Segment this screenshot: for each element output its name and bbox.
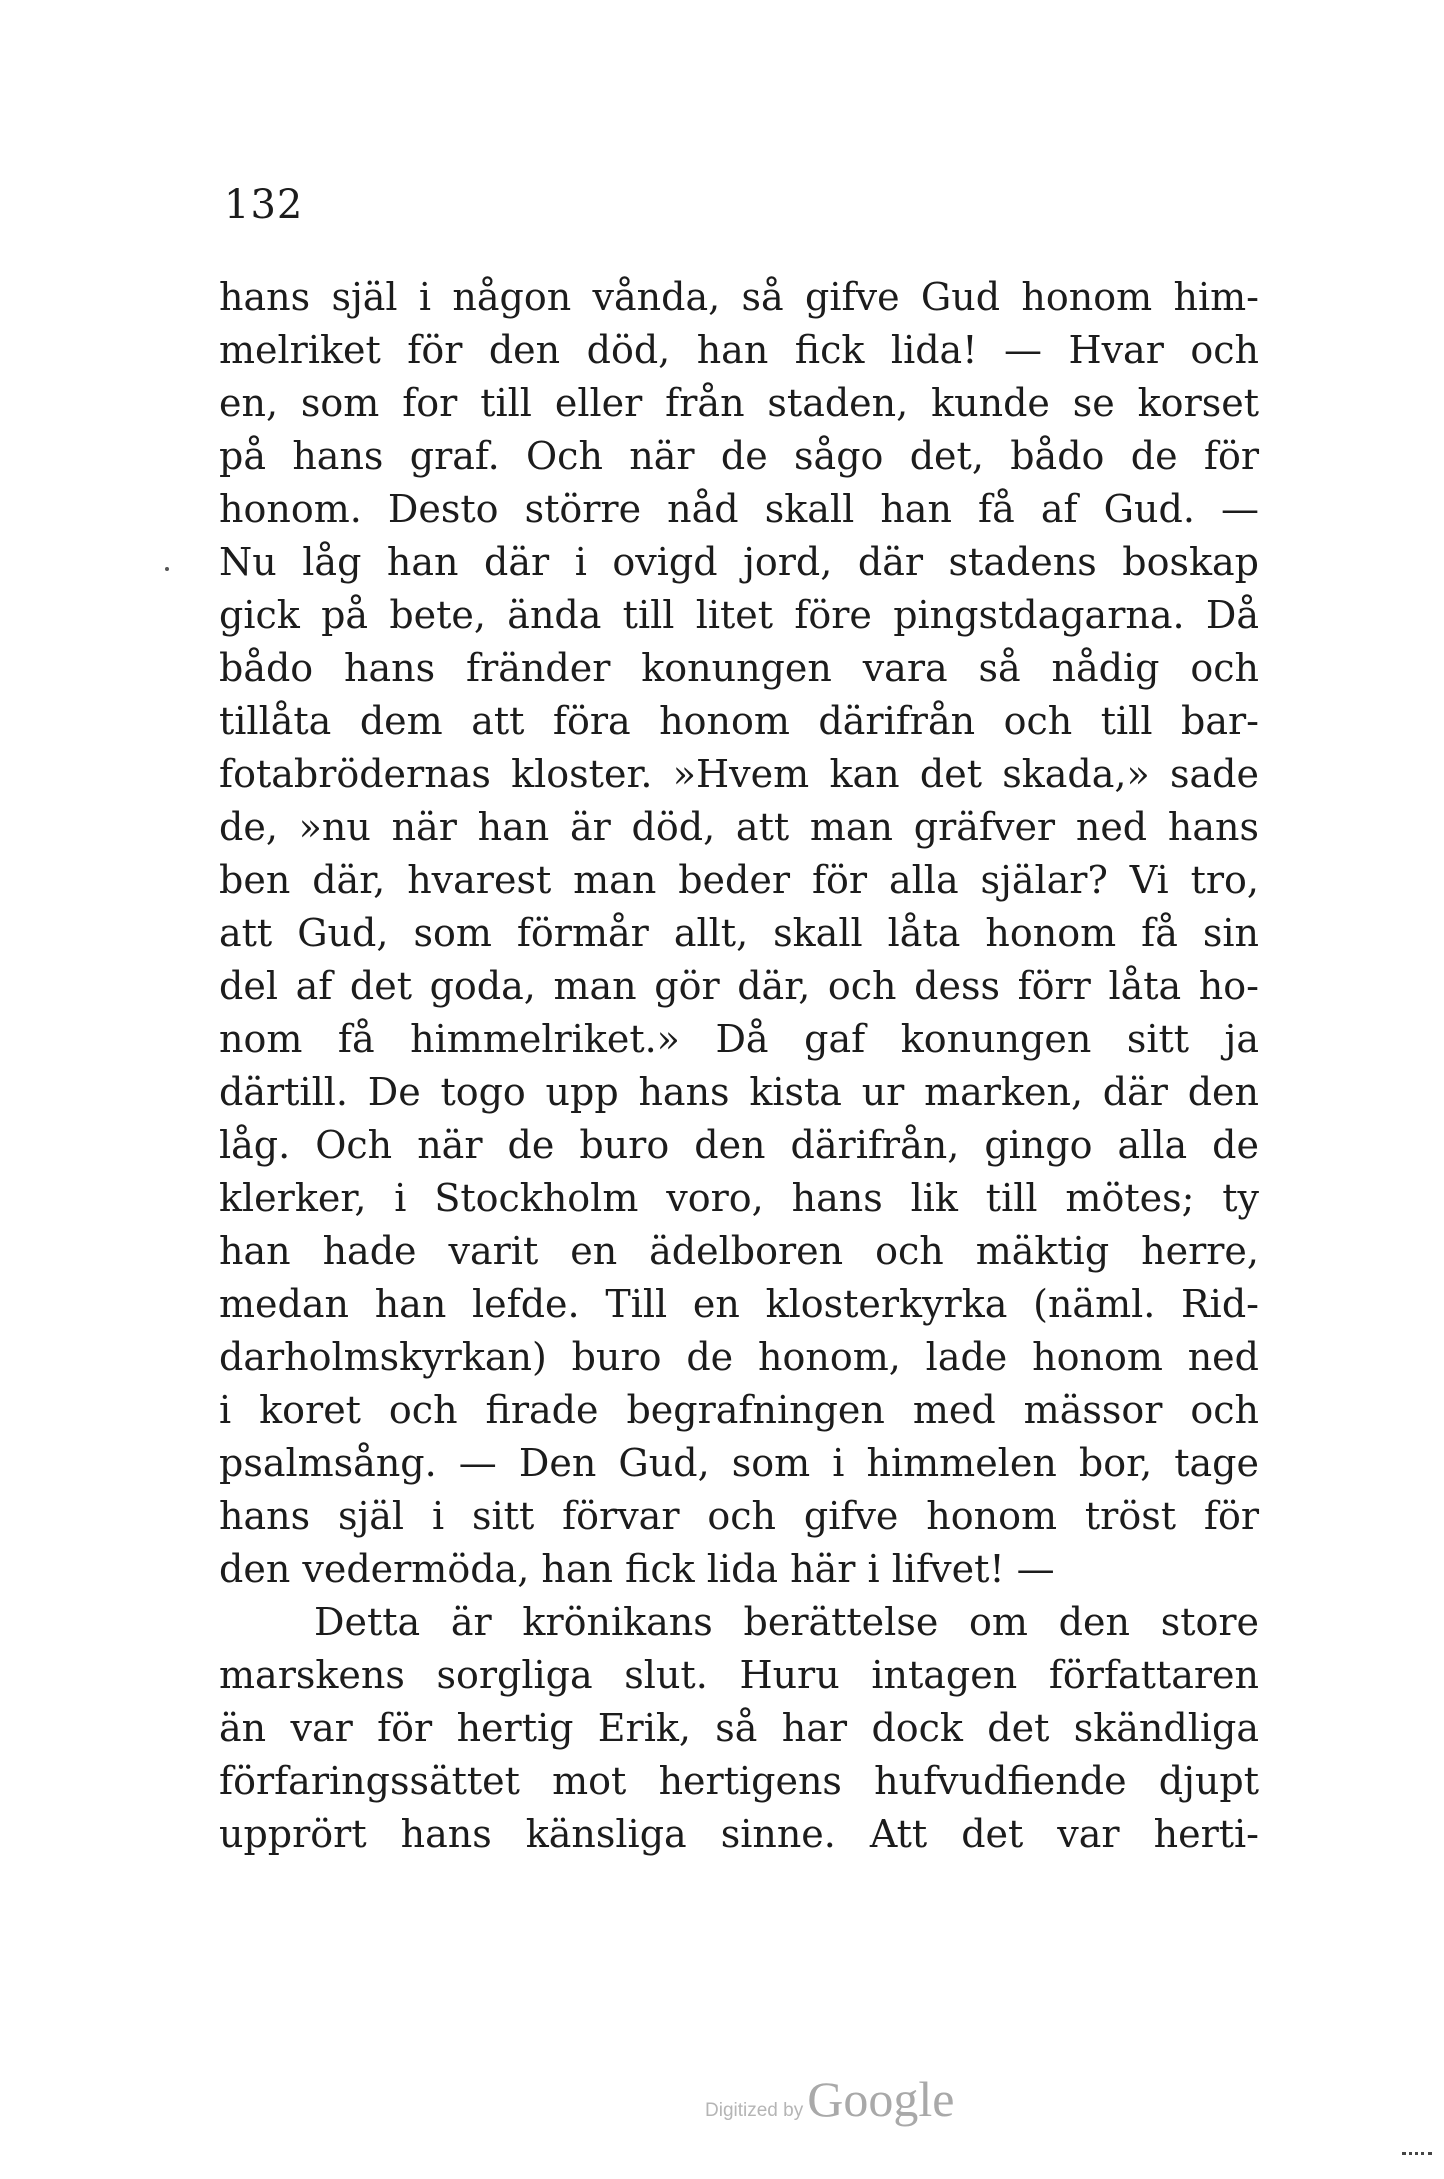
text-line: klerker, i Stockholm voro, hans lik till mötes; ty [219, 1176, 1259, 1220]
text-line: att Gud, som förmår allt, skall låta honom få sin [219, 911, 1259, 955]
text-line: psalmsång. — Den Gud, som i himmelen bor, tage [219, 1441, 1259, 1485]
text-line: de, »nu när han är död, att man gräfver ned hans [219, 805, 1259, 849]
text-line: ben där, hvarest man beder för alla själar? Vi tro, [219, 858, 1259, 902]
text-line: tillåta dem att föra honom därifrån och till bar- [219, 699, 1259, 743]
text-line: bådo hans fränder konungen vara så nådig och [219, 646, 1259, 690]
text-line: marskens sorgliga slut. Huru intagen författaren [219, 1653, 1259, 1697]
text-line: i koret och firade begrafningen med mässor och [219, 1388, 1259, 1432]
digitized-label: Digitized by [705, 2100, 804, 2121]
text-line: fotabrödernas kloster. »Hvem kan det skada,» sade [219, 752, 1259, 796]
text-line: förfaringssättet mot hertigens hufvudfiende djupt [219, 1759, 1259, 1803]
text-line: hans själ i någon vånda, så gifve Gud honom him- [219, 275, 1259, 319]
text-line: han hade varit en ädelboren och mäktig herre, [219, 1229, 1259, 1273]
text-line: låg. Och när de buro den därifrån, gingo alla de [219, 1123, 1259, 1167]
text-line: darholmskyrkan) buro de honom, lade honom ned [219, 1335, 1259, 1379]
text-line: Nu låg han där i ovigd jord, där stadens boskap [219, 540, 1259, 584]
text-line: nom få himmelriket.» Då gaf konungen sitt ja [219, 1017, 1259, 1061]
google-logo: Google [807, 2071, 955, 2127]
text-line: del af det goda, man gör där, och dess förr låta ho- [219, 964, 1259, 1008]
paragraph-end-line: den vedermöda, han fick lida här i lifvet! — [219, 1547, 1055, 1591]
text-line: honom. Desto större nåd skall han få af Gud. — [219, 487, 1259, 531]
text-line: melriket för den död, han fick lida! — Hvar och [219, 328, 1259, 372]
page-number: 132 [224, 182, 304, 228]
text-line: hans själ i sitt förvar och gifve honom tröst för [219, 1494, 1259, 1538]
stray-ink-mark [165, 567, 169, 571]
text-line: än var för hertig Erik, så har dock det skändliga [219, 1706, 1259, 1750]
text-line: på hans graf. Och när de sågo det, bådo de för [219, 434, 1259, 478]
body-text [219, 271, 1259, 1861]
digitized-watermark [705, 2070, 954, 2128]
text-line: därtill. De togo upp hans kista ur marken, där den [219, 1070, 1259, 1114]
paragraph-start-line: Detta är krönikans berättelse om den store [314, 1600, 1259, 1644]
edge-mark [1402, 2152, 1432, 2159]
text-line: upprört hans känsliga sinne. Att det var herti- [219, 1812, 1259, 1856]
text-line: gick på bete, ända till litet före pingstdagarna. Då [219, 593, 1259, 637]
text-line: medan han lefde. Till en klosterkyrka (näml. Rid- [219, 1282, 1259, 1326]
text-line: en, som for till eller från staden, kunde se korset [219, 381, 1259, 425]
